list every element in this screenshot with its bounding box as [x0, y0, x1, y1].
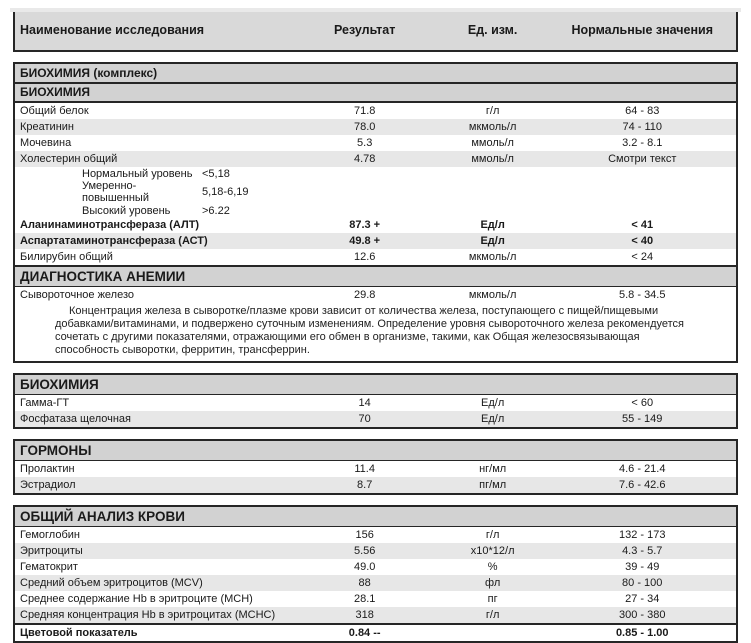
result-value: 318 — [355, 608, 374, 621]
result-value: 87.3 + — [349, 218, 381, 231]
comment-note-line: способность сыворотки, ферритин, трансферрин. — [55, 344, 310, 356]
result-row — [15, 411, 736, 427]
test-name: Средняя концентрация Hb в эритроцитах (MCHC) — [20, 608, 276, 621]
test-name: Холестерин общий — [20, 152, 118, 165]
reference-level-value: >6.22 — [202, 204, 230, 217]
test-name: Пролактин — [20, 462, 75, 475]
report-block-2 — [13, 439, 738, 495]
result-value: 78.0 — [353, 120, 376, 133]
reference-level-label: Высокий уровень — [82, 204, 171, 217]
normal-range: 64 - 83 — [625, 104, 660, 117]
section-header: ГОРМОНЫ — [15, 441, 736, 461]
normal-range: 39 - 49 — [625, 560, 660, 573]
reference-level-value: 5,18-6,19 — [202, 186, 249, 198]
normal-range: 55 - 149 — [622, 412, 663, 425]
result-value: 12.6 — [353, 250, 376, 263]
normal-range: 80 - 100 — [622, 576, 663, 589]
result-value: 11.4 — [354, 462, 375, 475]
result-value: 28.1 — [353, 592, 376, 605]
result-row — [15, 135, 736, 151]
units-value: ммоль/л — [471, 152, 514, 165]
report-block-3 — [13, 505, 738, 643]
test-name: Фосфатаза щелочная — [20, 412, 132, 425]
units-value: пг/мл — [479, 478, 507, 491]
column-header-test-name: Наименование исследования — [20, 23, 205, 37]
result-value: 8.7 — [357, 478, 373, 491]
result-value: 49.8 + — [349, 234, 381, 247]
section-header: ДИАГНОСТИКА АНЕМИИ — [15, 265, 736, 287]
page-top-strip — [10, 8, 741, 12]
test-name: Эритроциты — [20, 544, 83, 557]
units-value: фл — [485, 576, 501, 589]
units-value: Ед/л — [480, 218, 505, 231]
normal-range: < 60 — [631, 396, 654, 409]
report-block-0 — [13, 62, 738, 363]
result-value: 5.3 — [357, 136, 373, 149]
normal-range: 3.2 - 8.1 — [622, 136, 663, 149]
result-value: 29.8 — [353, 288, 376, 301]
test-name: Средний объем эритроцитов (MCV) — [20, 576, 203, 589]
result-row — [15, 395, 736, 411]
result-value: 5.56 — [353, 544, 376, 557]
units-value: г/л — [485, 104, 500, 117]
result-row — [15, 103, 736, 119]
result-row — [15, 591, 736, 607]
test-name: Гемоглобин — [20, 528, 80, 541]
normal-range: < 24 — [631, 250, 654, 263]
units-value: мкмоль/л — [468, 250, 517, 263]
test-name: Билирубин общий — [20, 250, 113, 263]
result-row — [15, 217, 736, 233]
units-value: Ед/л — [481, 412, 505, 425]
result-row — [15, 559, 736, 575]
result-value: 49.0 — [353, 560, 376, 573]
units-value: г/л — [485, 608, 500, 621]
test-name: Креатинин — [20, 120, 74, 133]
units-value: x10*12/л — [470, 544, 515, 557]
test-name: Аланинаминотрансфераза (АЛТ) — [20, 218, 200, 231]
report-blocks — [0, 62, 751, 643]
column-header-units: Ед. изм. — [467, 23, 518, 37]
normal-range: 300 - 380 — [619, 608, 666, 621]
section-header: БИОХИМИЯ (комплекс) — [15, 64, 736, 84]
result-row — [15, 623, 736, 641]
normal-range: 5.8 - 34.5 — [619, 288, 666, 301]
result-value: 71.8 — [353, 104, 376, 117]
test-name: Общий белок — [20, 104, 89, 117]
units-value: пг — [487, 592, 498, 605]
comment-note-line: Концентрация железа в сыворотке/плазме крови зависит от количества железа, поступающего с пищей/пищевыми — [69, 305, 659, 317]
result-row — [15, 249, 736, 265]
comment-note — [15, 303, 736, 361]
result-row — [15, 287, 736, 303]
normal-range: Смотри текст — [608, 152, 677, 165]
result-value: 88 — [358, 576, 371, 589]
result-row — [15, 151, 736, 167]
section-header: ОБЩИЙ АНАЛИЗ КРОВИ — [15, 507, 736, 527]
report-block-1 — [13, 373, 738, 429]
column-header-result: Результат — [333, 23, 396, 37]
normal-range: 4.6 - 21.4 — [619, 462, 666, 475]
normal-range: < 41 — [631, 218, 654, 231]
result-row — [15, 461, 736, 477]
test-name: Сывороточное железо — [20, 288, 135, 301]
units-value: Ед/л — [481, 396, 505, 409]
test-name: Эстрадиол — [20, 478, 76, 491]
reference-level-row — [15, 204, 736, 217]
result-value: 4.78 — [353, 152, 376, 165]
reference-level-row — [15, 167, 736, 180]
result-value: 156 — [355, 528, 374, 541]
result-row — [15, 119, 736, 135]
units-value: г/л — [485, 528, 500, 541]
result-row — [15, 527, 736, 543]
test-name: Гематокрит — [20, 560, 78, 573]
reference-level-label: Умеренно-повышенный — [82, 180, 149, 204]
result-value: 0.84 -- — [348, 626, 381, 639]
normal-range: 132 - 173 — [619, 528, 666, 541]
units-value: ммоль/л — [471, 136, 514, 149]
units-value: мкмоль/л — [468, 120, 517, 133]
normal-range: 4.3 - 5.7 — [622, 544, 663, 557]
normal-range: 74 - 110 — [622, 120, 663, 133]
test-name: Среднее содержание Hb в эритроците (MCH) — [20, 592, 253, 605]
normal-range: 0.85 - 1.00 — [615, 626, 669, 639]
normal-range: 27 - 34 — [625, 592, 660, 605]
normal-range: 7.6 - 42.6 — [619, 478, 666, 491]
result-row — [15, 233, 736, 249]
test-name: Гамма-ГТ — [20, 396, 70, 409]
reference-level-label: Нормальный уровень — [82, 167, 193, 180]
units-value: нг/мл — [479, 462, 507, 475]
normal-range: < 40 — [631, 234, 654, 247]
result-row — [15, 543, 736, 559]
test-name: Мочевина — [20, 136, 72, 149]
result-value: 70 — [358, 412, 371, 425]
test-name: Аспартатаминотрансфераза (АСТ) — [20, 234, 208, 247]
result-row — [15, 607, 736, 623]
units-value: мкмоль/л — [468, 288, 517, 301]
units-value: % — [487, 560, 498, 573]
column-header-row — [13, 8, 738, 52]
section-header: БИОХИМИЯ — [15, 84, 736, 104]
result-value: 14 — [358, 396, 371, 409]
test-name: Цветовой показатель — [20, 626, 138, 639]
comment-note-line: сочетать с другими показателями, отражающими его обмен в организме, такими, как Общая железосвязывающая — [55, 331, 640, 343]
comment-note-line: добавками/витаминами, и подвержено суточным изменениям. Определение уровня сывороточного железа рекомендуется — [55, 318, 685, 330]
result-row — [15, 477, 736, 493]
reference-level-row — [15, 180, 736, 204]
section-header: БИОХИМИЯ — [15, 375, 736, 395]
reference-level-value: <5,18 — [202, 167, 230, 180]
result-row — [15, 575, 736, 591]
units-value: Ед/л — [480, 234, 505, 247]
column-header-normal: Нормальные значения — [571, 23, 714, 37]
